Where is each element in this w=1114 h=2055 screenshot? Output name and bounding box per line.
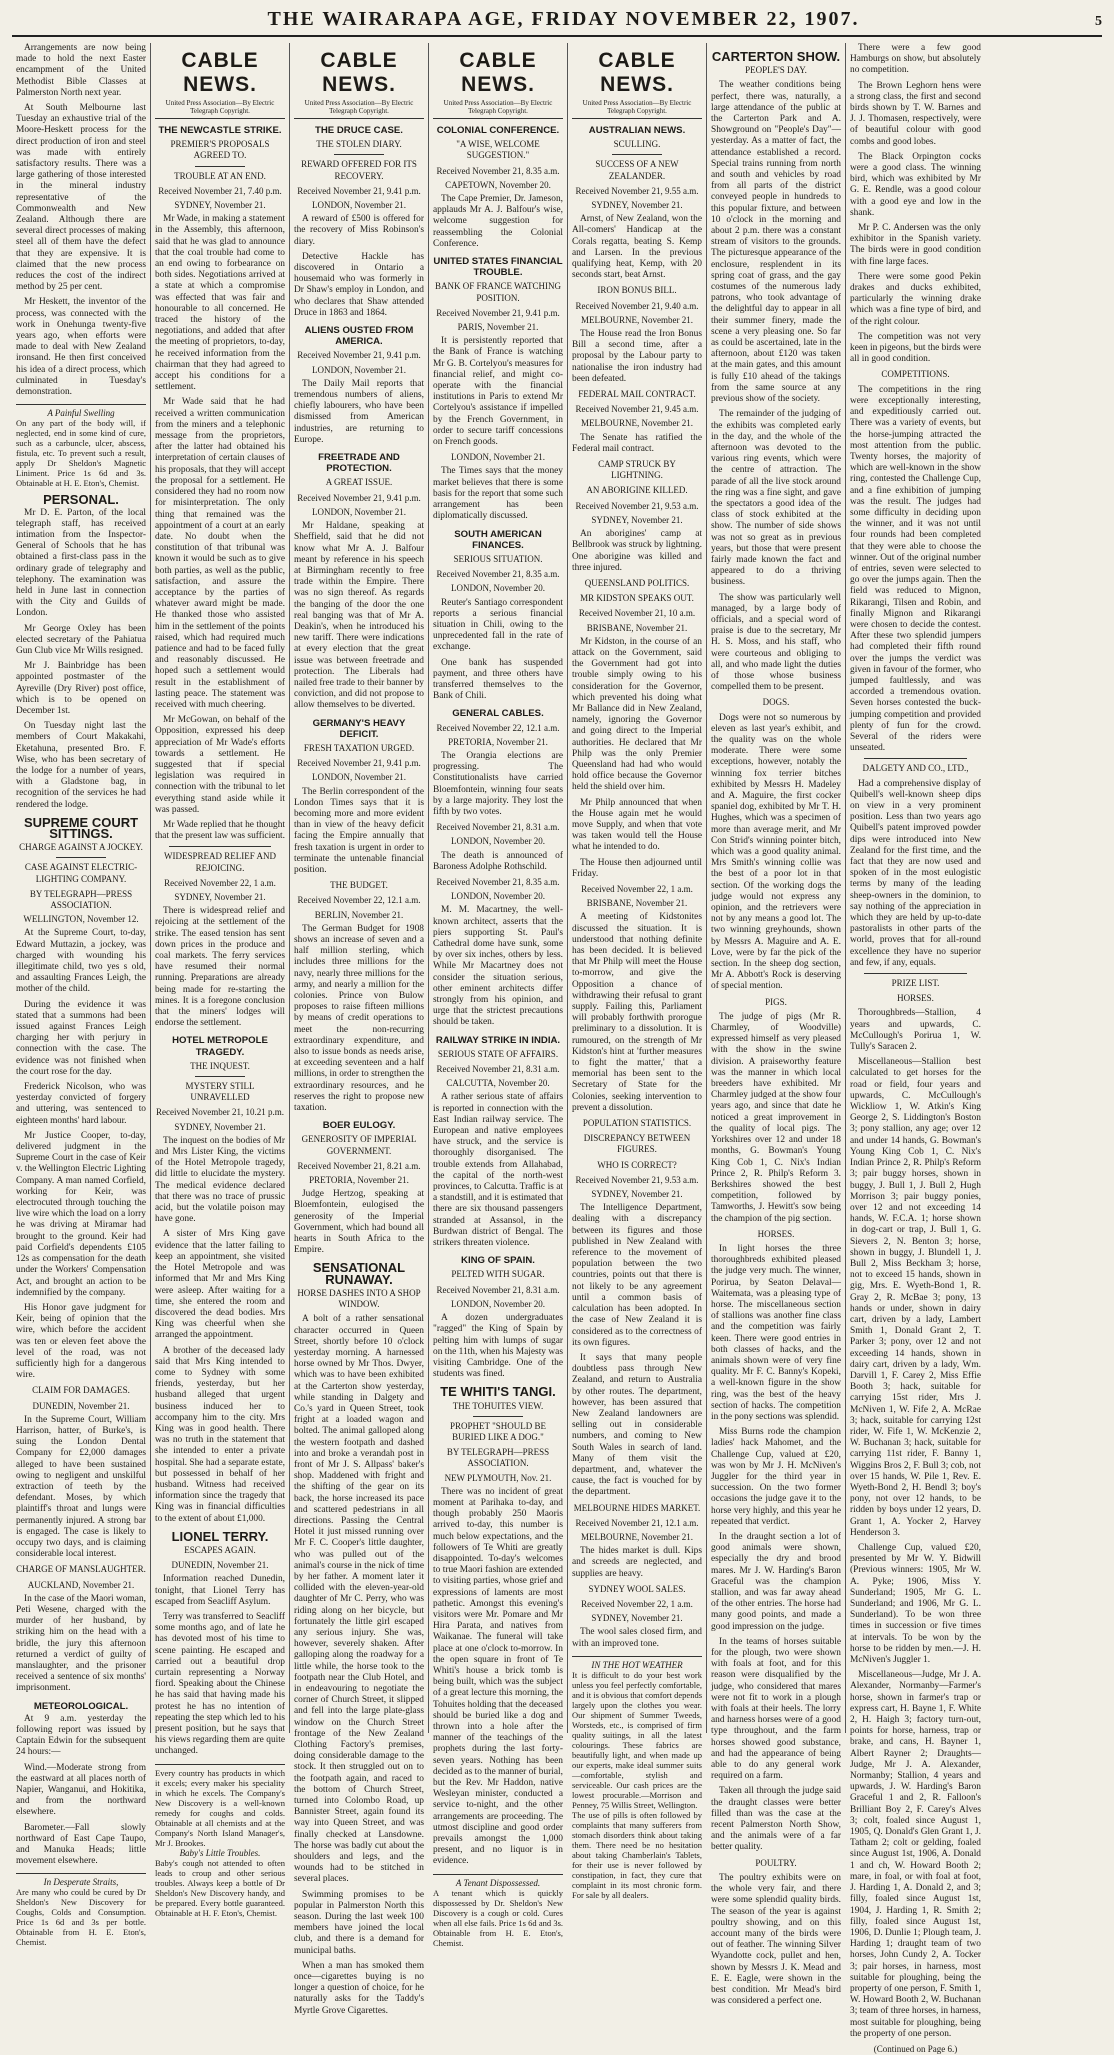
received-line: Received November 21, 8.31 a.m. xyxy=(436,822,560,833)
paragraph: Information reached Dunedin, tonight, that Lionel Terry has escaped from Seacliff Asylum. xyxy=(155,1574,285,1607)
paragraph: Mr D. E. Parton, of the local telegraph staff, has received intimation from the Inspector-General of Schools that he has obtained a first-class pass in the ordinary grade of telegraphy and telephony. The examination was held in June last in connection with the City and Guilds of London. xyxy=(16,507,146,619)
paragraph: The German Budget for 1908 shows an increase of seven and a half million sterling, which includes three millions for the navy, nearly three millions for the army, and nearly a million for the colonies. Prince von Bulow proposes to raise fifteen millions by means of credit operations to meet the non-recurring extraordinary expenditure, and also to issue bonds as needs arise, at exceeding seventeen and a half millions, in order to strengthen the extraordinary resources, and he reserves the right to propose new taxation. xyxy=(294,923,424,1114)
advertisement xyxy=(16,404,146,488)
paragraph: At 9 a.m. yesterday the following report was issued by Captain Edwin for the subsequent 24 hours:— xyxy=(16,1713,146,1758)
paragraph: A sister of Mrs King gave evidence that the latter failing to keep an appointment, she visited the Hotel Metropole and was informed that Mr and Mrs King were asleep. After waiting for a time, she entered the room and discovered the dead bodies. Mrs King was cheerful when she arranged the appointment. xyxy=(155,1229,285,1341)
received-line: Received November 22, 12.1 a.m. xyxy=(297,895,421,906)
subheading: THE BUDGET. xyxy=(330,880,388,891)
received-line: Received November 21, 9.40 a.m. xyxy=(575,300,699,311)
received-line: Received November 22, 12.1 a.m. xyxy=(436,722,560,733)
dateline: CAPETOWN, November 20. xyxy=(445,179,551,190)
received-line: Received November 21, 9.41 p.m. xyxy=(436,307,560,318)
received-line: Received November 21, 9.53 a.m. xyxy=(575,1174,699,1185)
paragraph: Mr Justice Cooper, to-day, delivered judgment in the Supreme Court in the case of Keir v. the Wellington Electric Lighting Company. A man named Corfield, working for Keir, was electrocuted through touching the live wire which the load on a lorry he was driving at Miramar had brought to the ground. Keir had paid Corfield's dependents £105 12s as compensation for the death under the Workers' Compensation Act, and brought an action to be indemnified by the company. xyxy=(16,1130,146,1298)
received-line: Received November 21, 9.45 a.m. xyxy=(575,404,699,415)
paragraph: M. M. Macartney, the well-known architect, asserts that the piers supporting St. Paul's Cathedral dome have sunk, some by over six inches, others by less. While Mr Macartney does not consider the situation serious, other eminent architects differ strongly from his opinion, and urge that the strictest precautions should be taken. xyxy=(433,905,563,1028)
paragraph: One bank has suspended payment, and three others have transferred themselves to the Bank of Chili. xyxy=(433,657,563,702)
section-heading: KING OF SPAIN. xyxy=(461,1255,535,1267)
paragraph: There were some good Pekin drakes and ducks exhibited, particularly the winning drake which was a fine type of bird, and of the right colour. xyxy=(850,271,981,327)
subheading: QUEENSLAND POLITICS. xyxy=(584,577,690,588)
paragraph: The Senate has ratified the Federal mail contract. xyxy=(572,432,702,454)
paragraph: A meeting of Kidstonites discussed the situation. It is understood that nothing definite has been decided. It is believed that Mr Philp will meet the House to-morrow, and give the Opposition a chance of withdrawing their refusal to grant supply. Failing this, Parliament will probably forthwith prorogue preliminary to a dissolution. It is rumoured, on the strength of Mr Kidston's hint at 'further measures to fight the matter,' that a memorial has been sent to the Secretary of State for the Colonies, seeking intervention to prevent a dissolution. xyxy=(572,912,702,1113)
subheading: ESCAPES AGAIN. xyxy=(184,1544,256,1555)
continued-note: (Continued on Page 6.) xyxy=(873,2043,958,2054)
dateline: CALCUTTA, November 20. xyxy=(446,1078,550,1089)
subheading: HORSES. xyxy=(897,993,934,1004)
dateline: LONDON, November 21. xyxy=(312,772,406,783)
paragraph: In the teams of horses suitable for the plough, two were shown with foals at foot, and for this reason were disqualified by the judge, who considered that mares were not fit to work in a plough with foals at their heels. The lorry and harness horses were of a good type throughout, and the farm horses showed good substance, and had the appearance of being able to do any general work required on a farm. xyxy=(711,1636,841,1782)
paragraph: Terry was transferred to Seacliff some months ago, and of late he has devoted most of his time to scene painting. He escaped and carried out a beautiful drop curtain representing a Norway fiord. Speaking about the Chinese he has said that having made his protest he has no intention of repeating the step which led to his present position, but he says that his views regarding them are quite unchanged. xyxy=(155,1611,285,1757)
paragraph: At South Melbourne last Tuesday an exhaustive trial of the Moore-Heskett process for the direct production of iron and steel was made with entirely satisfactory results. There was a large gathering of those interested in the mineral industry representative of the Commonwealth and New Zealand. Although there are several direct processes of making steel all of them have the defect that they are expensive. It is claimed that the new process reduces the cost of the indirect method by 25 per cent. xyxy=(16,103,146,293)
received-line: Received November 22, 1 a.m. xyxy=(164,877,276,888)
paragraph: In light horses the three thoroughbreds exhibited pleased the judge very much. The winner, Porirua, by Seaton Delaval—Waitemata, was a pleasing type of horse. The miscellaneous section of stallions was another fine class and the competition was fairly keen. There were good entries in both classes of hacks, and the animals shown were of very fine quality. Mr F. C. Banny's Kopeki, a well-known figure in the show ring, was the best of the heavy section of hacks. The competition in the pony sections was splendid. xyxy=(711,1243,841,1422)
section-heading: LIONEL TERRY. xyxy=(171,1528,269,1544)
paragraph: The Times says that the money market believes that there is some basis for the report that some such arrangement has been diplomatically discussed. xyxy=(433,466,563,522)
ad-text: Every country has products in which it excels; every maker his speciality in which he excels. The Company's New Discovery is a well-known remedy for coughs and colds. Obtainable at all chemists and at the Company's North Island Manager's, Mr J. Brookes. xyxy=(155,1767,285,1848)
masthead xyxy=(12,8,1102,37)
cable-news-credit: United Press Association—By Electric Telegraph Copyright. xyxy=(572,99,702,119)
advertisement xyxy=(433,1874,563,1948)
section-heading: GENERAL CABLES. xyxy=(452,708,544,720)
subheading: HORSE DASHES INTO A SHOP WINDOW. xyxy=(297,1287,421,1310)
paragraph: There were a few good Hamburgs on show, but absolutely no competition. xyxy=(850,43,981,76)
paragraph: Arnst, of New Zealand, won the All-comers' Handicap at the Corals regatta, beating S. Kemp and Larsen. In the previous qualifying heat, Kemp, with 20 seconds start, beat Arnst. xyxy=(572,214,702,281)
subheading: CASE AGAINST ELECTRIC-LIGHTING COMPANY. xyxy=(24,862,138,884)
paragraph: The judge of pigs (Mr R. Charmley, of Woodville) expressed himself as very pleased with the show in the swine division. A praiseworthy feature was the manner in which local breeders have exhibited. Mr Charmley judged at the show four years ago, and since that date he noticed a great improvement in the quality of local pigs. The Yorkshires over 12 and under 18 months, G. Bowman's Young King Cob 1, C. Nix's Indian Prince 2, R. Philp's Reform 3. Berkshires showed the best competition, followed by Tamworths, J. Hewitt's sow being the champion of the pig section. xyxy=(711,1011,841,1224)
ad-title: A Painful Swelling xyxy=(47,408,115,419)
received-line: Received November 21, 9.41 p.m. xyxy=(297,492,421,503)
paragraph: Mr Wade, in making a statement in the Assembly, this afternoon, said that he was glad to announce that the coal trouble had come to an end owing to forbearance on both sides. Negotiations arrived at a state at which a compromise was effected that was fair and honourable to all concerned. He traced the history of the negotiations, and added that after the meeting of proprietors, to-day, he received information from the chairman that they had agreed to accept his conditions for a settlement. xyxy=(155,214,285,393)
column-6 xyxy=(707,43,846,2007)
paragraph: An aborigines' camp at Bellbrook was struck by lightning. One aborigine was killed and three injured. xyxy=(572,529,702,573)
section-heading: SENSATIONAL RUNAWAY. xyxy=(312,1260,406,1287)
received-line: Received November 21, 12.1 a.m. xyxy=(575,1517,699,1528)
section-heading: METEOROLOGICAL. xyxy=(33,1700,129,1712)
subheading: THE TOHUITES VIEW. xyxy=(452,1400,544,1411)
paragraph: During the evidence it was stated that a summons had been issued against Frances Leigh charging her with perjury in connection with the case. The evidence was not finished when the court rose for the day. xyxy=(16,999,146,1077)
dateline: SYDNEY, November 21. xyxy=(174,200,266,211)
ad-text: A tenant which is quickly dispossessed by Dr. Sheldon's New Discovery is a cough or cold. Cures when all else fails. Price 1s 6d and 3s. Obtainable from H. E. Eton's, Chemist. xyxy=(433,1887,563,1948)
paragraph: Reuter's Santiago correspondent reports a serious financial situation in Chili, owing to the unprecedented fall in the rate of exchange. xyxy=(433,597,563,653)
subheading: PREMIER'S PROPOSALS AGREED TO. xyxy=(170,139,270,161)
subheading: "A WISE, WELCOME SUGGESTION." xyxy=(456,139,540,161)
ad-title: A Tenant Dispossessed. xyxy=(455,1877,541,1888)
subheading: CHARGE AGAINST A JOCKEY. xyxy=(19,842,143,853)
dateline: SYDNEY, November 21. xyxy=(591,514,683,525)
paragraph: The death is announced of Baroness Adolphe Rothschild. xyxy=(433,850,563,872)
cable-news-credit: United Press Association—By Electric Telegraph Copyright. xyxy=(433,99,563,119)
paragraph: Mr Philp announced that when the House again met he would move Supply, and when that vote was taken would tell the House what he intended to do. xyxy=(572,797,702,853)
paragraph: Frederick Nicolson, who was yesterday convicted of forgery and uttering, was sentenced to eighteen months' hard labour. xyxy=(16,1082,146,1126)
received-line: Received November 21, 10 a.m. xyxy=(578,608,696,619)
paragraph: The Brown Leghorn hens were a strong class, the first and second birds shown by T. W. Barnes and J. J. Thomasen, respectively, were of beautiful colour with good combs and good lobes. xyxy=(850,80,981,147)
paragraph: In the draught section a lot of good animals were shown, especially the dry and brood mares. Mr J. W. Harding's Baron Graceful was the champion stallion, and was far away ahead of the other entries. The horse had many good points, and made a good impression on the judge. xyxy=(711,1532,841,1632)
subheading: COMPETITIONS. xyxy=(881,369,950,380)
section-heading: TE WHITI'S TANGI. xyxy=(440,1384,556,1400)
dateline: LONDON, November 20. xyxy=(451,1298,545,1309)
paragraph: The competitions in the ring were exceptionally interesting, and expeditiously carried out. There was a variety of events, but the horse-jumping attracted the most attention from the public. Twenty horses, the majority of which are well-known in the show ring, contested the Challenge Cup, and a fine exhibition of jumping was the result. The judges had some difficulty in deciding upon the winner, and it was not until four rounds had been completed that they were able to choose the winner. Out of the original number of entries, seven were selected to go over the jumps again. Then the field was reduced to Mignon, Rikarangi, Tilsen and Robin, and finally Mignon and Rikarangi were chosen to decide the contest. After these two splendid jumpers had completed their fifth round over the jumps the verdict was given in favour of the former, who jumped faultlessly, and was accorded a tremendous ovation. Seven horses contested the buck-jumping competition and provided plenty of fun for the crowd. Several of the riders were unseated. xyxy=(850,384,981,754)
dateline: DUNEDIN, November 21. xyxy=(32,1400,130,1411)
section-heading: PERSONAL. xyxy=(43,492,119,508)
paragraph: Miscellaneous—Judge, Mr J. A. Alexander, Normanby—Farmer's horse, shown in farmer's trap or express cart, H. Bayne 1, F. White 2, H. Haigh 3; factory turn-out, points for horse, harness, trap or brake, and cans, H. Bayner 1, Albert Rayner 2; Draughts—Judge, Mr J. A. Alexander, Normanby; Stallion, 4 years and upwards, J. W. Harding's Baron Graceful 1 and 2, R. Falloon's Brilliant Boy 2, F. Carey's Alves 3; colt, foaled since August 1, 1905, Q. Donald's Glen Grant 1, J. Tatham 2; colt or gelding, foaled since August 1st, 1906, A. Donald 1 and ch, W. Howard Booth 2; mare, in foal, or with foal at foot, J. Harding 1, A. Donald 2, and 3; filly, foaled since August 1st, 1904, J. Harding 1, R. Smith 2; filly, foaled since August 1st, 1906, D. Dunlie 1; Plough team, J. Harding 1; draught team of two horses, John Cundy 2, A. Tocker 3; pair horses, in harness, most suitable for ploughing, being the property of one person, F. Smith 1, W. Howard Booth 2, W. Buchanan 3; team of three horses, in harness, most suitable for ploughing, being the property of one person. xyxy=(850,1670,981,2039)
ad-text: It is difficult to do your best work unless you feel perfectly comfortable, and it is obvious that comfort depends largely upon the clothes you wear. Our shipment of Summer Tweeds, Worsteds, etc., is comprised of firm quality suitings, in all the latest colourings. These fabrics are beautifully light, and when made up our experts, make ideal summer suits—comfortable, stylish and serviceable. Our cash prices are the lowest procurable.—Morrison and Penney, 75 Willis Street, Wellington. xyxy=(572,1669,702,1810)
paragraph: At the Supreme Court, to-day, Edward Muttazin, a jockey, was charged with wounding his illegitimate child, two yes s old, and assaulting Frances Leigh, the mother of the child. xyxy=(16,928,146,995)
section-heading: SUPREME COURT SITTINGS. xyxy=(23,814,139,841)
cable-news-credit: United Press Association—By Electric Telegraph Copyright. xyxy=(155,99,285,119)
paragraph: There was no incident of great moment at Parihaka to-day, and though probably 250 Maoris arrived to-day, this number is much below expectations, and the followers of Te Whiti are greatly disappointed. To-day's welcomes to true Maori fashion are extended to visiting parties, whose grief and expressions of laments are most pathetic. Amongst this evening's visitors were Mr. Pomare and Mr Hira Parata, and natives from Waikanae. The funeral will take place at one o'clock to-morrow. In the open square in front of Te Whiti's house a brick tomb is being built, which was the subject of a great lecture this morning, the Tohuites holding that the deceased should be buried like a dog and thrown into a hole after the manner of the teachings of the prophets during the last forty-seven years. Nothing has been decided as to the manner of burial, but the Rev. Mr Haddon, native Wesleyan minister, conducted a service to-night, and the other arrangements are proceeding. The utmost discipline and good order prevails amongst the 1,000 present, and no liquor is in evidence. xyxy=(433,1486,563,1867)
column-7 xyxy=(846,43,985,2054)
paragraph: Miscellaneous—Stallion best calculated to get horses for the road or field, four years and upwards, C. McCullough's Wickliow 1, W. Atkin's King George 2, S. Liddington's Boston 3; pony stallion, any age; over 12 and under 14 hands, G. Bowman's Young King Cob 1, C. Nix's Indian Prince 2, R. Philp's Reform 3; pair buggy horses, shown in buggy, J. Bull 1, J. Bull 2, Hugh Morrison 3; pair buggy ponies, over 12 and not exceeding 14 hands, W. F.C.A. 1; horse shown in dog-cart or trap, J. Bull 1, G. Sievers 2, N. Benton 3; horse, shown in buggy, J. Blundell 1, J. Bull 2, Miss Beckham 3; horse, not to exceed 15 hands, shown in gig, Mrs. E. Wyeth-Bond 1, R. Gray 2, R. McBae 3; pony, 13 hands or under, shown in dairy cart, driven by a lady, Lambert Smith 1, Donald Grant 2, T. Parker 3; pony, over 12 and not exceeding 14 hands, shown in dairy cart, driven by a lady, Wm. Darvill 1, F. Carey 2, Miss Effie Booth 3; hack, suitable for carrying 15st rider, Mrs J. McNiven 1, W. Fife 2, A. McRae 3; hack, suitable for carrying 12st rider, W. Fife 1, W. McKenzie 2, W. Buchanan 3; hack, suitable for carrying 11st rider, F. Banny 1, Wiggins Bros 2, F. Bull 3; cob, not over 15 hands, W. Pile 1, Rev. E. Wyeth-Bond 2, H. Bendl 3; boy's pony, not over 12 hands, to be ridden by boys under 12 years, D. Grant 1, A. Yocker 2, Harvey Henderson 3. xyxy=(850,1057,981,1538)
ad-title: Baby's Little Troubles. xyxy=(179,1847,261,1858)
section-heading: ALIENS OUSTED FROM AMERICA. xyxy=(304,325,414,348)
cable-news-credit: United Press Association—By Electric Telegraph Copyright. xyxy=(294,99,424,119)
dateline: SYDNEY, November 21. xyxy=(591,200,683,211)
subheading: DALGETY AND CO., LTD., xyxy=(862,763,969,774)
paragraph: Dogs were not so numerous by eleven as last year's exhibit, and the quality was on the whole moderate. There were some exceptions, however, notably the winning fox terrier bitches exhibited by Messrs H. Madeley and A. Maguire, the first cocker spaniel dog, exhibited by Mr T. H. Hughes, which was a specimen of more than average merit, and Mr Con Strid's winning pointer bitch, which was a good quality animal. Mrs Smith's winning collie was the best of a poor lot in that section. Of the working dogs the judge would not express any opinion, and the retrievers were not by any means a good lot. The two winning greyhounds, shown by Messrs A. Maguire and A. E. Love, were by far the pick of the section. In the sheep dog section, Mr A. Abbott's Rock is deserving of special mention. xyxy=(711,712,841,992)
dateline: BRISBANE, November 21. xyxy=(586,898,688,909)
dateline: LONDON, November 21. xyxy=(451,452,545,463)
dateline: SYDNEY, November 21. xyxy=(174,892,266,902)
ad-text: On any part of the body will, if neglected, end in some kind of cure, such as a carbuncle, ulcer, abscess, fistula, etc. To prevent such a result, apply Dr Sheldon's Magnetic Liniment. Price 1s 6d and 3s. Obtainable at H. E. Eton's, Chemist. xyxy=(16,418,146,489)
dateline: LONDON, November 21. xyxy=(312,506,406,517)
dateline: DUNEDIN, November 21. xyxy=(171,1560,269,1571)
subheading: CHARGE OF MANSLAUGHTER. xyxy=(16,1564,146,1575)
section-heading: FREETRADE AND PROTECTION. xyxy=(318,452,400,475)
paragraph: Taken all through the judge said the draught classes were better filled than was the case at the recent Palmerston North Show, and the animals were of a far better quality. xyxy=(711,1786,841,1853)
ad-text: Baby's cough not attended to often leads to croup and other serious troubles. Always keep a bottle of Dr Sheldon's New Discovery handy, and be prepared. Every bottle guaranteed. Obtainable at H. F. Eton's, Chemist. xyxy=(155,1857,285,1918)
subheading: THE STOLEN DIARY. xyxy=(316,139,402,150)
cable-news-title: CABLE NEWS. xyxy=(181,49,259,96)
subheading: REWARD OFFERED FOR ITS RECOVERY. xyxy=(301,159,417,181)
page-number: 5 xyxy=(1094,14,1102,29)
subheading: AN ABORIGINE KILLED. xyxy=(586,485,688,496)
cable-news-title: CABLE NEWS. xyxy=(598,49,676,96)
section-heading: BOER EULOGY. xyxy=(322,1120,396,1132)
subheading: SYDNEY WOOL SALES. xyxy=(588,1583,686,1594)
dateline: SYDNEY, November 21. xyxy=(591,1189,683,1200)
paragraph: The poultry exhibits were on the whole very fair, and there were some splendid quality birds. The season of the year is against poultry showing, and on this account many of the birds were out of feather. The winning Silver Wyandotte cock, pullet and hen, shown by Messrs J. K. Mead and E. E. Eagle, were shown in the best condition. Mr Mead's bird was considered a perfect one. xyxy=(711,1872,841,2007)
paragraph: The competition was not very keen in pigeons, but the birds were all in good condition. xyxy=(850,331,981,365)
paragraph: His Honor gave judgment for Keir, being of opinion that the wire, which before the accident was ten or eleven feet above the level of the road, was not sufficiently high for a dangerous wire. xyxy=(16,1302,146,1381)
column-1 xyxy=(12,43,151,1948)
ad-title: IN THE HOT WEATHER xyxy=(591,1659,683,1670)
received-line: Received November 21, 9.41 p.m. xyxy=(297,758,421,769)
paragraph: Judge Hertzog, speaking at Bloemfontein, eulogised the generosity of the Imperial Government, which had bound all hearts in South Africa to the Empire. xyxy=(294,1189,424,1256)
subheading: PEOPLE'S DAY. xyxy=(745,65,807,76)
subheading: HORSES. xyxy=(757,1228,795,1239)
paragraph: The House then adjourned until Friday. xyxy=(572,857,702,879)
paragraph: When a man has smoked them once—cigarettes buying is no longer a question of choice, for he naturally asks for the Taddy's Myrtle Grove Cigarettes. xyxy=(294,1960,424,2016)
paragraph: The Intelligence Department, dealing with a discrepancy between its figures and those published in New Zealand with reference to the movement of population between the two countries, points out that there is not likely to be any agreement until a common basis of calculation has been adopted. In the case of New Zealand it is considered as to the correctness of its own figures. xyxy=(572,1203,702,1348)
section-heading: RAILWAY STRIKE IN INDIA. xyxy=(435,1034,561,1046)
subheading: DOGS. xyxy=(762,697,790,708)
section-heading: THE NEWCASTLE STRIKE. xyxy=(158,125,282,136)
received-line: Received November 21, 9.53 a.m. xyxy=(575,500,699,511)
paragraph: The inquest on the bodies of Mr and Mrs Lister King, the victims of the Hotel Metropole tragedy, did little to elucidate the mystery. The medical evidence declared that there was no trace of prussic acid, but the volatile poison may have gone. xyxy=(155,1135,285,1225)
paragraph: Mr George Oxley has been elected secretary of the Pahiatua Gun Club vice Mr Wills resigned. xyxy=(16,623,146,656)
dateline: MELBOURNE, November 21. xyxy=(581,1531,693,1542)
received-line: Received November 21, 8.35 a.m. xyxy=(436,165,560,176)
paragraph: Mr Wade replied that he thought that the present law was sufficient. xyxy=(155,819,285,842)
subheading: PRIZE LIST. xyxy=(891,978,940,989)
ad-title: In Desperate Straits, xyxy=(43,1877,119,1888)
dateline: LONDON, November 21. xyxy=(312,364,406,375)
paragraph: Challenge Cup, valued £20, presented by Mr W. Y. Bidwill (Previous winners: 1905, Mr W. A. Pyke; 1906, Miss Y. Sunderland; 1905, Mr G. L. Sunderland; and 1906, Mr G. L. Sunderland). To be won three times in succession or five times at intervals. To be won by the horse to be ridden by men.—J. H. McNiven's Juggler 1. xyxy=(850,1543,981,1666)
section-heading: UNITED STATES FINANCIAL TROUBLE. xyxy=(433,256,563,279)
received-line: Received November 21, 8.35 a.m. xyxy=(436,876,560,887)
subheading: A GREAT ISSUE. xyxy=(325,477,393,488)
dateline: LONDON, November 20. xyxy=(451,583,545,594)
subheading: PELTED WITH SUGAR. xyxy=(451,1269,545,1280)
paragraph: Miss Burns rode the champion ladies' hack Mahomet, and the Challenge Cup, valued at £20, was won by Mr J. H. McNiven's Juggler for the third year in succession. On the two former occasions the judge gave it to the horse very highly, and this year he repeated that verdict. xyxy=(711,1427,841,1527)
received-line: Received November 21, 9.41 p.m. xyxy=(297,350,421,361)
dateline: LONDON, November 20. xyxy=(451,891,545,902)
columns xyxy=(12,43,1102,2054)
subheading: IRON BONUS BILL. xyxy=(597,285,677,296)
paragraph: Mr Haldane, speaking at Sheffield, said that he did not know what Mr A. J. Balfour meant by reference in his speech at Birmingham recently to free trade within the Empire. There was no sign thereof. As regards the banging of the door the one real banging was that of Mr A. Deakin's, when he introduced his new tariff. There were indications at every election that the great issue was between freetrade and protection. The Liberals had nailed free trade to their banner by conviction, and did not propose to allow themselves to be diverted. xyxy=(294,521,424,711)
section-heading: HOTEL METROPOLE TRAGEDY. xyxy=(172,1035,268,1058)
dateline: WELLINGTON, November 12. xyxy=(23,914,139,925)
subheading: MR KIDSTON SPEAKS OUT. xyxy=(580,593,694,604)
column-3 xyxy=(290,43,429,2016)
dateline: SYDNEY, November 21. xyxy=(591,1613,683,1624)
byline: BY TELEGRAPH—PRESS ASSOCIATION. xyxy=(29,888,133,910)
section-heading: COLONIAL CONFERENCE. xyxy=(436,125,560,136)
dateline: BRISBANE, November 21. xyxy=(586,622,688,633)
paragraph: Mr P. C. Andersen was the only exhibitor in the Spanish variety. The birds were in good condition with fine large faces. xyxy=(850,223,981,267)
subheading: CLAIM FOR DAMAGES. xyxy=(32,1385,130,1396)
subheading: SUCCESS OF A NEW ZEALANDER. xyxy=(595,159,679,181)
received-line: Received November 21, 8.31 a.m. xyxy=(436,1064,560,1075)
paragraph: Had a comprehensive display of Quibell's well-known sheep dips on view in a very prominent position. Less than two years ago Quibell's patent improved powder dips were introduced into New Zealand for the first time, and the fact that they are now used and spoken of in the most eulogistic terms by many of the leading sheep-owners in the dominion, to say nothing of the appreciation in which they are held by up-to-date pastoralists in other parts of the world, proves that for all-round excellence they have no superior and few, if any, equals. xyxy=(850,778,981,968)
subheading: GENEROSITY OF IMPERIAL GOVERNMENT. xyxy=(301,1134,417,1156)
paragraph: Mr Kidston, in the course of an attack on the Government, said the Government had got into trouble simply owing to his consideration for the Governor, which prevented his doing what Mr Ballance did in New Zealand, namely, ignoring the Governor and going direct to the Imperial authorities. He declared that Mr Philp was the only Premier Queensland had had who would hold office because the Governor held the shield over him. xyxy=(572,636,702,793)
paragraph: A dozen undergraduates "ragged" the King of Spain by pelting him with lumps of sugar on the 11th, when his Majesty was visiting Cambridge. One of the students was fined. xyxy=(433,1313,563,1380)
paragraph: The remainder of the judging of the exhibits was completed early in the day, and the whole of the afternoon was devoted to the various ring events, which were the centre of attraction. The parade of all the live stock around the ring was a fine sight, and gave the spectators a good idea of the class of stock exhibited at the show. The number of side shows was not so great as in previous years, but those that were present fairly made known the fact and appeared to do a thriving business. xyxy=(711,409,841,588)
dateline: LONDON, November 21. xyxy=(312,200,406,211)
paragraph: The Cape Premier, Dr. Jameson, applauds Mr A. J. Balfour's wise, welcome suggestion for reassembling the Colonial Conference. xyxy=(433,194,563,249)
subheading: SCULLING. xyxy=(613,139,661,150)
subheading: FEDERAL MAIL CONTRACT. xyxy=(578,389,696,400)
paragraph: The wool sales closed firm, and with an improved tone. xyxy=(572,1627,702,1649)
paragraph: A bolt of a rather sensational character occurred in Queen Street, shortly before 10 o'clock yesterday morning. A harnessed horse owned by Mr Thos. Dwyer, which was to have been exhibited at the Carterton show yesterday, while standing in Dalgety and Co.'s yard in Queen Street, took fright at a loaded wagon and bolted. The animal galloped along the western footpath and dashed into and broke a verandah post in front of Mr J. S. Allpass' baker's shop. Maddened with fright and the shifting of the gear on its back, the horse increased its pace and scattered pedestrians in all directions. Passing the Central Hotel it just missed running over Mr F. C. Cooper's little daughter, who was pulled out of the animal's course in the nick of time by her father. A moment later it collided with the eleven-year-old daughter of Mr C. Perry, who was riding along on her bicycle, but fortunately the little girl escaped any serious injury. She was, however, severely shaken. After galloping along the roadway for a little while, the horse took to the footpath near the Club Hotel, and in endeavouring to negotiate the corner of Church Street, it slipped and fell into the large plate-glass window on the Church Street frontage of the New Zealand Clothing Factory's premises, doing considerable damage to the stock. It then struggled out on to the footpath again, and raced to the bottom of Church Street, turned into Colombo Road, up Bannister Street, again found its way into Queen Street, and was finally checked at Lansdowne. The horse was badly cut about the shoulders and legs, and the wounds had to be stitched in several places. xyxy=(294,1314,424,1885)
paragraph: The weather conditions being perfect, there was, naturally, a large attendance of the public at the Carterton Park and A. Showground on "People's Day"—yesterday. As a matter of fact, the attendance established a record. Special trains running from north and south and vehicles by road from all parts of the district conveyed people in hundreds to this popular fixture, and between 10 o'clock in the morning and about 2 p.m. there was a constant stream of visitors to the grounds. The picturesque appearance of the enclosure, resplendent in its spring coat of grass, and the gay costumes of the numerous lady patrons, who took advantage of the delightful day to appear in all their summer finery, made the scene a very pleasing one. So far as could be ascertained, late in the afternoon, about £120 was taken at the main gates, and this amount is fully £10 ahead of the takings from the same source at any previous show of the society. xyxy=(711,80,841,405)
subheading: THE INQUEST. xyxy=(190,1060,250,1071)
paragraph: The Daily Mail reports that tremendous numbers of aliens, chiefly labourers, who have been dismissed from American industries, are returning to Europe. xyxy=(294,378,424,445)
received-line: Received November 22, 1 a.m. xyxy=(581,1598,693,1609)
byline: BY TELEGRAPH—PRESS ASSOCIATION. xyxy=(446,1447,550,1469)
paragraph: The Orangia elections are progressing. The Constitutionalists have carried Bloemfontein, winning four seats by a large majority. They lost the fifth by two votes. xyxy=(433,750,563,817)
subheading: FRESH TAXATION URGED. xyxy=(303,742,415,753)
paragraph: The show was particularly well managed, by a large body of officials, and a special word of praise is due to the secretary, Mr H. S. Moss, and his staff, who were courteous and obliging to all, and who made light the duties of those whose business compelled them to be present. xyxy=(711,592,841,693)
subheading: BANK OF FRANCE WATCHING POSITION. xyxy=(434,281,562,303)
paragraph: It is persistently reported that the Bank of France is watching Mr G. B. Cortelyou's measures for financial relief, and might co-operate with the financial institutions in Paris to extend Mr Cortelyou's assistance if impelled by the French Government, in order to secure tariff concessions on French goods. xyxy=(433,336,563,448)
received-line: Received November 21, 8.31 a.m. xyxy=(436,1284,560,1295)
subheading: POULTRY. xyxy=(755,1857,797,1868)
column-4 xyxy=(429,43,568,1948)
dateline: LONDON, November 20. xyxy=(451,836,545,847)
section-heading: THE DRUCE CASE. xyxy=(315,125,403,136)
dateline: PRETORIA, November 21. xyxy=(309,1175,409,1186)
dateline: NEW PLYMOUTH, Nov. 21. xyxy=(444,1472,552,1483)
section-heading: SOUTH AMERICAN FINANCES. xyxy=(454,528,542,551)
column-5 xyxy=(568,43,707,1900)
advertisement xyxy=(16,1873,146,1947)
dateline: MELBOURNE, November 21. xyxy=(581,314,693,325)
cable-news-title: CABLE NEWS. xyxy=(459,49,537,96)
paragraph: Mr Heskett, the inventor of the process, was connected with the work in Onehunga twenty-five years ago, when efforts were made to deal with New Zealand ironsand. He then first conceived his idea of a direct process, which culminated in Tuesday's demonstration. xyxy=(16,297,146,398)
subheading: MYSTERY STILL UNRAVELLED xyxy=(185,1081,255,1103)
ad-text: Are many who could be cured by Dr Sheldon's New Discovery for Coughs, Colds and Consumption. Price 1s 6d and 3s per bottle. Obtainable from H. E. Eton's, Chemist. xyxy=(16,1887,146,1948)
paragraph: Thoroughbreds—Stallion, 4 years and upwards, C. McCullough's Porirua 1, W. Tully's Saracen 2. xyxy=(850,1008,981,1053)
advertisement xyxy=(572,1656,702,1900)
section-heading: AUSTRALIAN NEWS. xyxy=(588,125,686,136)
subheading: WHO IS CORRECT? xyxy=(597,1159,677,1170)
paragraph: Barometer.—Fall slowly northward of East Cape Taupo, and Manuka Heads; little movement elsewhere. xyxy=(16,1822,146,1867)
dateline: SYDNEY, November 21. xyxy=(174,1121,266,1132)
paragraph: Mr Wade said that he had received a written communication from the miners and a telephonic message from the proprietors, after the latter had obtained his interpretation of certain clauses of his proposals, that they will accept the proposal for a settlement. He considered they had no room now for misinterpretation. The only thing that remained was the appointment of a court at an early date. No doubt when the constitution of that tribunal was known it would be such as to give both parties, as well as the public, satisfaction, and assure the acceptance by the parties of whatever award might be made. He thanked those who assisted him in the settlement of the points raised, which had required much patience and had to be faced fully and reasonably discussed. He hoped such a settlement would result in the establishment of lasting peace. The statement was received with much cheering. xyxy=(155,397,285,710)
dateline: PARIS, November 21. xyxy=(457,322,539,333)
paragraph: Mr J. Bainbridge has been appointed postmaster of the Ayreville (Dry River) post office, which is to be opened on December 1st. xyxy=(16,661,146,716)
paragraph: In the Supreme Court, William Harrison, hatter, of Burke's, is suing the London Dental Company for £2,000 damages alleged to have been sustained owing to negligent and unskilful extraction of teeth by the defendant. Moses, by which plaintiff's throat and lungs were permanently injured. A strong bar is engaged. The case is likely to occupy two days, and is claiming considerable local interest. xyxy=(16,1414,146,1560)
column-2 xyxy=(151,43,290,1918)
paragraph: On Tuesday night last the members of Court Makakahi, Eketahuna, presented Bro. F. Wise, who has been secretary of the lodge for a number of years, with a Gladstone bag, in recognition of the services he had rendered the lodge. xyxy=(16,721,146,810)
paragraph: Arrangements are now being made to hold the next Easter encampment of the United Methodist Bible Classes at Palmerston North next year. xyxy=(16,43,146,98)
received-line: Received November 21, 10.21 p.m. xyxy=(156,1107,284,1118)
dateline: PRETORIA, November 21. xyxy=(448,736,548,747)
paragraph: The Berlin correspondent of the London Times says that it is becoming more and more evident than in view of the heavy deficit facing the Empire annually that fresh taxation is urgent in order to terminate the untenable financial position. xyxy=(294,786,424,875)
dateline: BERLIN, November 21. xyxy=(314,909,404,920)
subheading: SERIOUS STATE OF AFFAIRS. xyxy=(437,1048,559,1059)
paragraph: In the case of the Maori woman, Peti Wesene, charged with the murder of her husband, by striking him on the head with a bridle, the jury this afternoon returned a verdict of guilty of manslaughter, and the prisoner received a sentence of six months' imprisonment. xyxy=(16,1593,146,1694)
subheading: CAMP STRUCK BY LIGHTNING. xyxy=(598,459,676,481)
subheading: POPULATION STATISTICS. xyxy=(582,1118,692,1129)
received-line: Received November 21, 9.41 p.m. xyxy=(297,185,421,196)
paragraph: The hides market is dull. Kips and screeds are neglected, and supplies are heavy. xyxy=(572,1546,702,1579)
paragraph: Mr McGowan, on behalf of the Opposition, expressed his deep appreciation of Mr Wade's efforts towards a settlement. He suggested that if special legislation was required in connection with the tribunal to let everything stand aside while it was passed. xyxy=(155,715,285,815)
received-line: Received November 21, 9.55 a.m. xyxy=(575,185,699,196)
subheading: TROUBLE AT AN END. xyxy=(174,170,266,181)
paragraph: A brother of the deceased lady said that Mrs King intended to come to Sydney with some friends, yesterday, but her husband alleged that urgent business induced her to accompany him to the city. Mrs King was in good health. There was no truth in the statement that she intended to enter a private hospital. She had a separate estate, but possessed in behalf of her husband. Witness had received information since the tragedy that King was in financial difficulties to the extent of about £1,000. xyxy=(155,1345,285,1524)
paragraph: Swimming promises to be popular in Palmerston North this season. During the last week 100 members have joined the local club, and there is a demand for municipal baths. xyxy=(294,1889,424,1956)
paragraph: The Black Orpington cocks were a good class. The winning bird, which was exhibited by Mr G. E. Rendle, was a good colour with a good eye and low in the shank. xyxy=(850,151,981,218)
masthead-title: THE WAIRARAPA AGE, FRIDAY NOVEMBER 22, 1907. xyxy=(267,8,860,30)
advertisement xyxy=(155,1764,285,1918)
subheading: SERIOUS SITUATION. xyxy=(453,553,543,564)
subheading: PROPHET "SHOULD BE BURIED LIKE A DOG." xyxy=(449,1420,547,1442)
cable-news-title: CABLE NEWS. xyxy=(320,49,398,96)
paragraph: Wind.—Moderate strong from the eastward at all places north of Napier, Wanganui, and Hokitika, and from the northward elsewhere. xyxy=(16,1762,146,1818)
received-line: Received November 21, 8.21 a.m. xyxy=(297,1160,421,1171)
received-line: Received November 21, 7.40 p.m. xyxy=(158,185,282,196)
section-heading: GERMANY'S HEAVY DEFICIT. xyxy=(312,717,406,740)
paragraph: There is widespread relief and rejoicing at the settlement of the strike. The eased tension has sent down prices in the produce and coal markets. The ferry services have resumed their normal running. Preparations are already being made for re-starting the mines. It is a foregone conclusion that the miners' lodges will endorse the settlement. xyxy=(155,906,285,1029)
paragraph: A reward of £500 is offered for the recovery of Miss Robinson's diary. xyxy=(294,214,424,247)
paragraph: A rather serious state of affairs is reported in connection with the East Indian railway service. The European and native employees have struck, and the service is thoroughly disorganised. The trouble extends from Allahabad, the capital of the north-west provinces, to Calcutta. Traffic is at a standstill, and it is estimated that there are six thousand passengers stranded at Assansol, in the Burdwan district of Bengal. The strikers threaten violence. xyxy=(433,1092,563,1249)
dateline: AUCKLAND, November 21. xyxy=(27,1579,135,1590)
subheading: PIGS. xyxy=(765,996,787,1007)
paragraph: Detective Hackle has discovered in Ontario a housemaid who was formerly in Dr Shaw's employ in London, and who declares that Shaw attended Druce in 1863 and 1864. xyxy=(294,251,424,318)
received-line: Received November 21, 8.35 a.m. xyxy=(436,569,560,580)
subheading: DISCREPANCY BETWEEN FIGURES. xyxy=(583,1133,691,1155)
received-line: Received November 22, 1 a.m. xyxy=(581,883,693,894)
ad-text: The use of pills is often followed by complaints that many sufferers from stomach disorders think about taking them. There need be no hesitation about taking Chamberlain's Tablets, for their use is never followed by constipation, in fact, they cure that complaint in its most chronic form. For sale by all dealers. xyxy=(572,1809,702,1900)
subheading: MELBOURNE HIDES MARKET. xyxy=(573,1502,701,1513)
section-heading: CARTERTON SHOW. xyxy=(711,49,841,64)
dateline: MELBOURNE, November 21. xyxy=(581,418,693,429)
subheading: WIDESPREAD RELIEF AND REJOICING. xyxy=(164,851,276,873)
paragraph: The House read the Iron Bonus Bill a second time, after a proposal by the Labour party to nationalise the iron industry had been defeated. xyxy=(572,329,702,384)
paragraph: It says that many people doubtless pass through New Zealand, and return to Australia by other routes. The department, however, has been assured that New Zealand landowners are selling out in considerable numbers, and coming to New South Wales in search of land. Many of them visit the department, and, whatever the cause, the fact is vouched for by the department. xyxy=(572,1352,702,1498)
